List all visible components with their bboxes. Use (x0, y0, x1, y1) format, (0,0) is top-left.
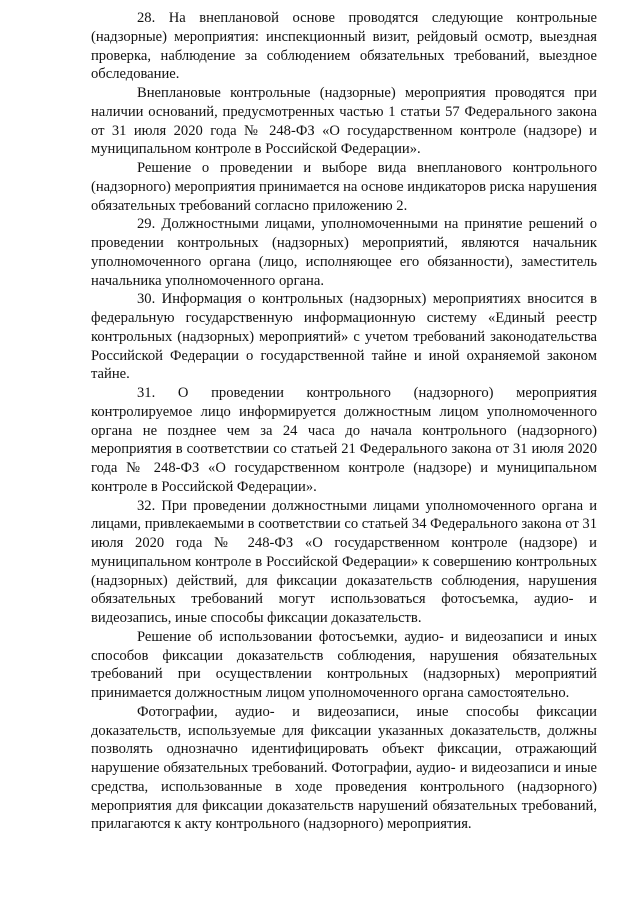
paragraph-risk-indicators: Решение о проведении и выборе вида внепланового контрольного (надзорного) мероприятия принимается на основе индикаторов риска нарушения обязательных требований согласно приложению 2. (91, 160, 597, 214)
document-body (91, 9, 597, 834)
paragraph-item-28: 28. На внеплановой основе проводятся следующие контрольные (надзорные) мероприятия: инспекционный визит, рейдовый осмотр, выездная проверка, наблюдение за соблюдением обязательных требований, выездное обследование. (91, 10, 597, 83)
paragraph-item-30: 30. Информация о контрольных (надзорных) мероприятиях вносится в федеральную государственную информационную систему «Единый реестр контрольных (надзорных) мероприятий» с учетом требований законодательства Российской Федерации о государственной тайне и иной охраняемой законом тайне. (91, 291, 597, 383)
paragraph-item-32: 32. При проведении должностными лицами уполномоченного органа и лицами, привлекаемыми в соответствии со статьей 34 Федерального закона от 31 июля 2020 года № 248-ФЗ «О государственном контроле (надзоре) и муниципальном контроле в Российской Федерации» к совершению контрольных (надзорных) действий, для фиксации доказательств соблюдения, нарушения обязательных требований могут использоваться фотосъемка, аудио- и видеозапись, иные способы фиксации доказательств. (91, 497, 597, 626)
paragraph-recording-decision: Решение об использовании фотосъемки, аудио- и видеозаписи и иных способов фиксации доказательств соблюдения, нарушения обязательных требований при осуществлении контрольных (надзорных) мероприятий принимается должностным лицом уполномоченного органа самостоятельно. (91, 628, 597, 701)
paragraph-unscheduled-grounds: Внеплановые контрольные (надзорные) мероприятия проводятся при наличии оснований, предусмотренных частью 1 статьи 57 Федерального закона от 31 июля 2020 года № 248-ФЗ «О государственном контроле (надзоре) и муниципальном контроле в Российской Федерации». (91, 85, 597, 158)
paragraph-recording-requirements: Фотографии, аудио- и видеозаписи, иные способы фиксации доказательств, используемые для фиксации указанных доказательств, должны позволять однозначно идентифицировать объект фиксации, отражающий нарушение обязательных требований. Фотографии, аудио- и видеозаписи и иные средства, использованные в ходе проведения контрольного (надзорного) мероприятия для фиксации доказательств нарушений обязательных требований, прилагаются к акту контрольного (надзорного) мероприятия. (91, 703, 597, 833)
paragraph-item-29: 29. Должностными лицами, уполномоченными на принятие решений о проведении контрольных (надзорных) мероприятий, являются начальник уполномоченного органа (лицо, исполняющее его обязанности), заместитель начальника уполномоченного органа. (91, 216, 597, 289)
paragraph-item-31: 31. О проведении контрольного (надзорного) мероприятия контролируемое лицо информируется должностным лицом уполномоченного органа не позднее чем за 24 часа до начала контрольного (надзорного) мероприятия в соответствии со статьей 21 Федерального закона от 31 июля 2020 года № 248-ФЗ «О государственном контроле (надзоре) и муниципальном контроле в Российской Федерации». (91, 385, 597, 495)
